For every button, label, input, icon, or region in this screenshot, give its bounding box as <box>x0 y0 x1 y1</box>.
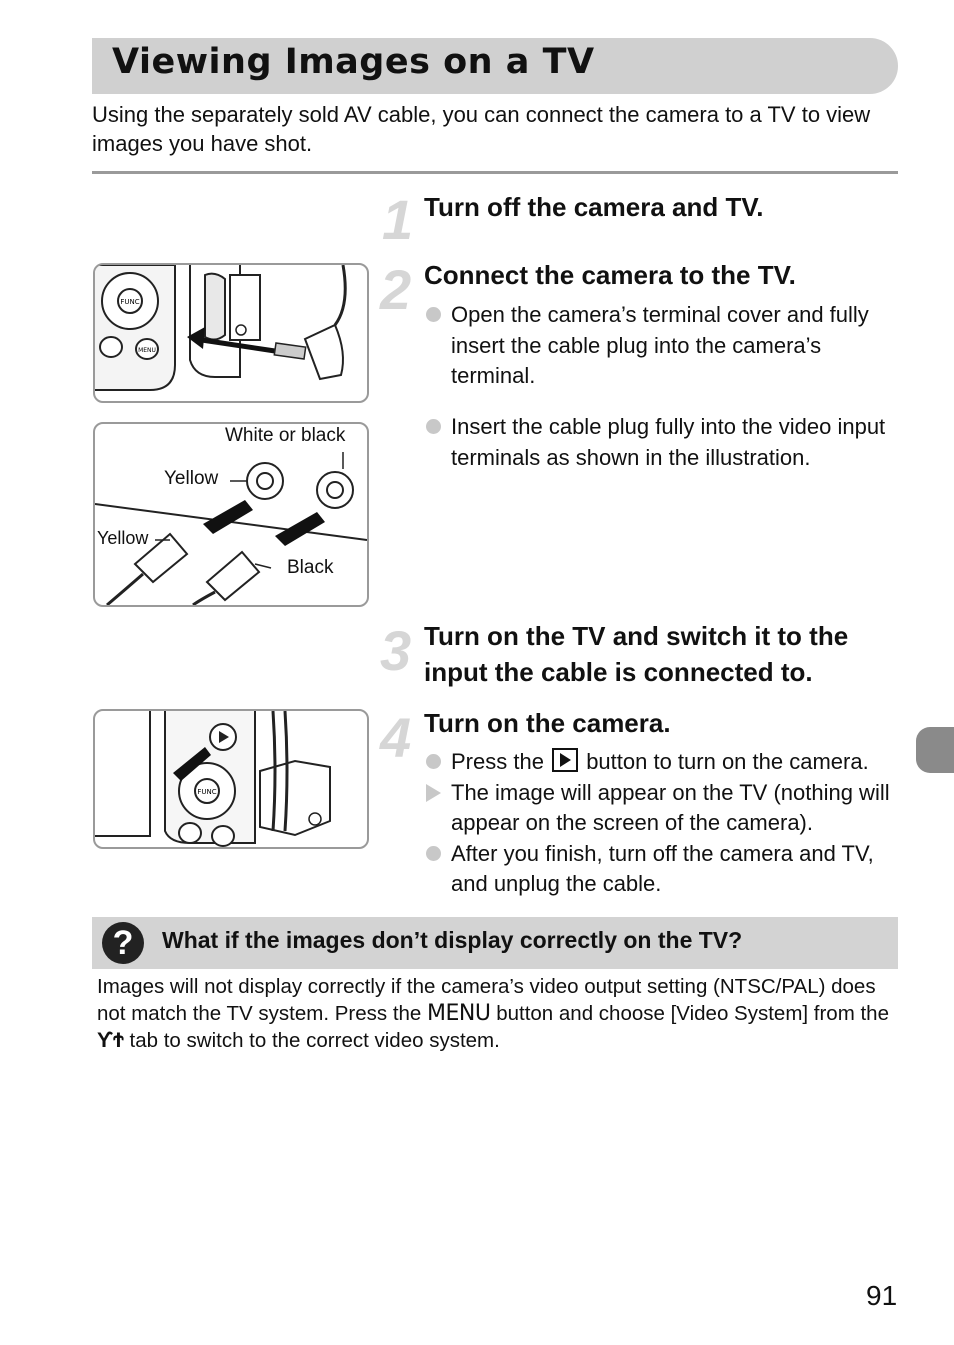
divider <box>92 171 898 174</box>
step-2-bullets <box>424 300 904 392</box>
label-yellow-plug: Yellow <box>97 528 149 548</box>
step-number-1: 1 <box>382 188 414 251</box>
step-number-4: 4 <box>380 706 412 769</box>
bullet-dot-icon <box>426 846 441 861</box>
svg-text:MENU: MENU <box>138 347 156 354</box>
step-title-3 <box>424 618 848 690</box>
step-title-2: Connect the camera to the TV. <box>424 260 796 290</box>
menu-button-glyph: MENU <box>427 1001 491 1026</box>
bullet-dot-icon <box>426 754 441 769</box>
step-title-3-line2: input the cable is connected to. <box>424 657 813 687</box>
title-bar <box>92 38 898 94</box>
result-arrow-icon <box>426 784 441 802</box>
label-yellow-socket: Yellow <box>164 468 219 489</box>
page-number: 91 <box>866 1280 898 1311</box>
question-icon: ? <box>102 922 144 964</box>
label-white-or-black: White or black <box>225 425 346 446</box>
list-item: Open the camera’s terminal cover and fully insert the cable plug into the camera’s terminal. <box>424 300 904 392</box>
camera-terminal-drawing <box>95 265 367 401</box>
qa-header <box>92 917 898 969</box>
play-icon <box>552 748 578 772</box>
step-title-1: Turn off the camera and TV. <box>424 192 764 222</box>
camera-back-drawing <box>95 711 367 847</box>
list-item: Insert the cable plug fully into the video input terminals as shown in the illustration. <box>424 412 904 473</box>
list-item: The image will appear on the TV (nothing will appear on the screen of the camera). <box>424 778 904 839</box>
bullet-dot-icon <box>426 307 441 322</box>
step-number-3: 3 <box>380 619 412 682</box>
camera-play-button-illustration <box>93 709 369 849</box>
list-item: After you finish, turn off the camera and TV, and unplug the cable. <box>424 839 904 900</box>
av-cable-illustration <box>93 422 369 607</box>
step-4-bullets <box>424 747 904 900</box>
step-2-bullets-b <box>424 412 904 473</box>
tools-icon: ϒϮ <box>97 1029 124 1052</box>
step-title-3-line1: Turn on the TV and switch it to the <box>424 621 849 651</box>
chapter-tab <box>916 727 954 773</box>
step-title-4: Turn on the camera. <box>424 708 671 738</box>
intro-text: Using the separately sold AV cable, you can connect the camera to a TV to view images you have shot. <box>92 102 871 156</box>
label-black-plug: Black <box>287 557 334 578</box>
svg-text:FUNC: FUNC <box>120 298 140 306</box>
svg-text:FUNC: FUNC <box>197 788 217 796</box>
list-item: Press the button to turn on the camera. <box>424 747 904 778</box>
qa-title: What if the images don’t display correctly on the TV? <box>162 927 743 953</box>
bullet-dot-icon <box>426 419 441 434</box>
page-title: Viewing Images on a TV <box>112 42 595 82</box>
qa-body: Images will not display correctly if the camera’s video output setting (NTSC/PAL) does not match the TV system. Press the MENU button and choose [Video System] from the ϒϮ tab to switch to the correct video system. <box>97 975 889 1052</box>
step-number-2: 2 <box>380 258 412 321</box>
camera-terminal-illustration <box>93 263 369 403</box>
